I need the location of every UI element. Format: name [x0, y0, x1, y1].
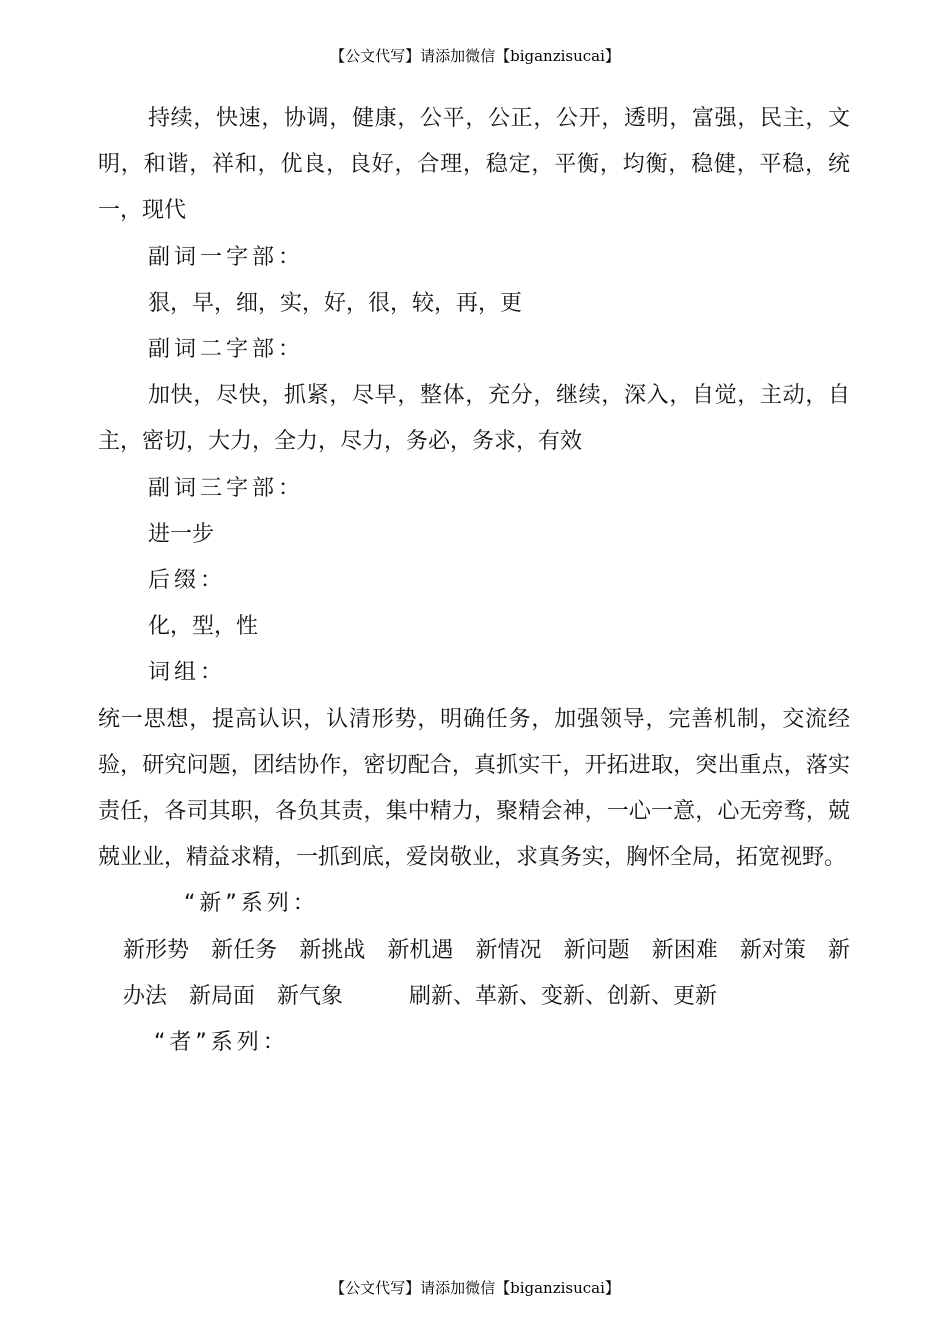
- adjective-list: 持续，快速，协调，健康，公平，公正，公开，透明，富强，民主，文明，和谐，祥和，优良，良好，合理，稳定，平衡，均衡，稳健，平稳，统一，现代: [98, 106, 850, 224]
- page-header: 【公文代写】请添加微信【biganzisucai】: [330, 47, 620, 65]
- suffix-label: 后缀：: [148, 568, 227, 594]
- phrase-label: 词组：: [148, 660, 227, 686]
- zhe-series-label: “者”系列：: [154, 1030, 289, 1056]
- new-series-list: 新形势 新任务 新挑战 新机遇 新情况 新问题 新困难 新对策 新办法 新局面 新气象 刷新、革新、变新、创新、更新: [123, 937, 850, 1009]
- phrase-list: 统一思想，提高认识，认清形势，明确任务，加强领导，完善机制，交流经验，研究问题，团结协作，密切配合，真抓实干，开拓进取，突出重点，落实责任，各司其职，各负其责，集中精力，聚精会神，一心一意，心无旁骛，兢兢业业，精益求精，一抓到底，爱岗敬业，求真务实，胸怀全局，拓宽视野。: [98, 706, 850, 871]
- page-footer: 【公文代写】请添加微信【biganzisucai】: [330, 1279, 620, 1297]
- adverb2-label: 副词二字部：: [148, 337, 305, 363]
- suffix-list: 化，型，性: [148, 614, 259, 640]
- adverb3-label: 副词三字部：: [148, 475, 305, 501]
- document-body: [98, 96, 850, 1066]
- adverb3-list: 进一步: [148, 521, 215, 547]
- new-series-label: “新”系列：: [184, 891, 319, 917]
- adverb1-list: 狠，早，细，实，好，很，较，再，更: [148, 290, 523, 316]
- adverb2-list: 加快，尽快，抓紧，尽早，整体，充分，继续，深入，自觉，主动，自主，密切，大力，全力，尽力，务必，务求，有效: [98, 383, 850, 455]
- adverb1-label: 副词一字部：: [148, 244, 305, 270]
